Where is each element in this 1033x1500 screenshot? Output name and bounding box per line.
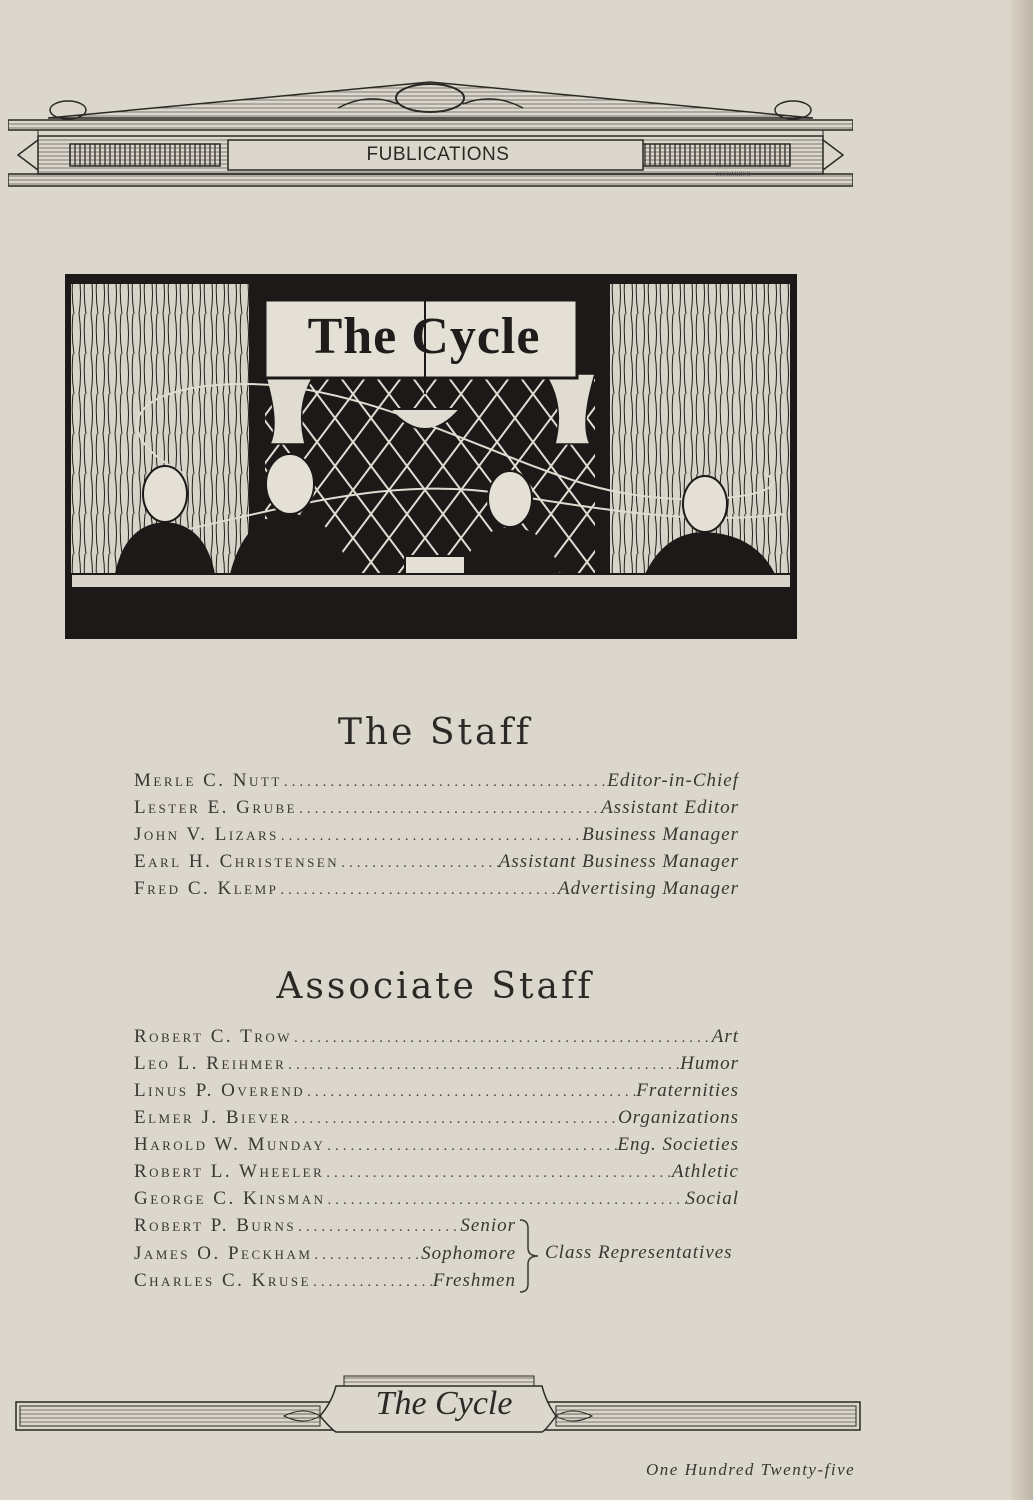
associate-row (134, 1107, 739, 1133)
associate-staff-heading: Associate Staff (276, 966, 594, 1007)
class-rep-row (134, 1270, 516, 1296)
staff-heading: The Staff (337, 712, 533, 753)
dot-leader (292, 1111, 618, 1128)
class-rep-name: James O. Peckham (134, 1243, 313, 1264)
right-brace (518, 1218, 540, 1294)
associate-role: Art (711, 1026, 739, 1047)
staff-name: Fred C. Klemp (134, 878, 279, 899)
dot-leader (305, 1084, 636, 1101)
staff-role: Editor-in-Chief (607, 770, 739, 791)
staff-role: Assistant Editor (601, 797, 739, 818)
associate-name: Harold W. Munday (134, 1134, 326, 1155)
dot-leader (312, 1247, 421, 1264)
staff-role: Assistant Business Manager (498, 851, 739, 872)
dot-leader (279, 828, 582, 845)
staff-name: Merle C. Nutt (134, 770, 282, 791)
page-number: One Hundred Twenty-five (646, 1460, 856, 1479)
associate-name: Robert L. Wheeler (134, 1161, 325, 1182)
dot-leader (297, 801, 601, 818)
footer-title: The Cycle (375, 1385, 513, 1422)
dot-leader (324, 1165, 672, 1182)
class-rep-role: Freshmen (432, 1270, 516, 1291)
associate-row (134, 1053, 739, 1079)
dot-leader (278, 882, 558, 899)
staff-name: Earl H. Christensen (134, 851, 340, 872)
staff-name: John V. Lizars (134, 824, 279, 845)
dot-leader (282, 774, 607, 791)
associate-name: Robert C. Trow (134, 1026, 293, 1047)
class-rep-role: Senior (460, 1215, 516, 1236)
associate-name: Linus P. Overend (134, 1080, 306, 1101)
header-ornament (8, 78, 853, 193)
engraver-signature: ALEXANDER (716, 172, 751, 178)
class-rep-row (134, 1215, 516, 1241)
associate-role: Humor (680, 1053, 739, 1074)
staff-row (134, 878, 739, 904)
class-rep-name: Robert P. Burns (134, 1215, 297, 1236)
associate-name: George C. Kinsman (134, 1188, 326, 1209)
staff-role: Business Manager (582, 824, 739, 845)
staff-row (134, 797, 739, 823)
class-rep-row (134, 1243, 516, 1269)
staff-row (134, 824, 739, 850)
class-rep-role: Sophomore (421, 1243, 516, 1264)
dot-leader (311, 1274, 433, 1291)
footer-ornament (14, 1372, 862, 1434)
dot-leader (296, 1219, 460, 1236)
dot-leader (325, 1138, 617, 1155)
associate-role: Eng. Societies (617, 1134, 739, 1155)
illustration-title: The Cycle (307, 308, 541, 365)
associate-row (134, 1188, 739, 1214)
page-edge (1011, 0, 1033, 1500)
dot-leader (292, 1030, 712, 1047)
associate-row (134, 1161, 739, 1187)
staff-row (134, 770, 739, 796)
dot-leader (286, 1057, 680, 1074)
associate-row (134, 1026, 739, 1052)
dot-leader (325, 1192, 685, 1209)
section-title: FUBLICATIONS (366, 144, 510, 165)
staff-role: Advertising Manager (557, 878, 739, 899)
associate-role: Fraternities (636, 1080, 739, 1101)
dot-leader (339, 855, 499, 872)
associate-name: Elmer J. Biever (134, 1107, 292, 1128)
associate-role: Social (685, 1188, 739, 1209)
associate-row (134, 1134, 739, 1160)
associate-role: Organizations (617, 1107, 739, 1128)
class-representatives-label: Class Representatives (545, 1242, 733, 1263)
staff-row (134, 851, 739, 877)
associate-role: Athletic (671, 1161, 739, 1182)
associate-row (134, 1080, 739, 1106)
class-rep-name: Charles C. Kruse (134, 1270, 312, 1291)
staff-name: Lester E. Grube (134, 797, 298, 818)
associate-name: Leo L. Reihmer (134, 1053, 287, 1074)
